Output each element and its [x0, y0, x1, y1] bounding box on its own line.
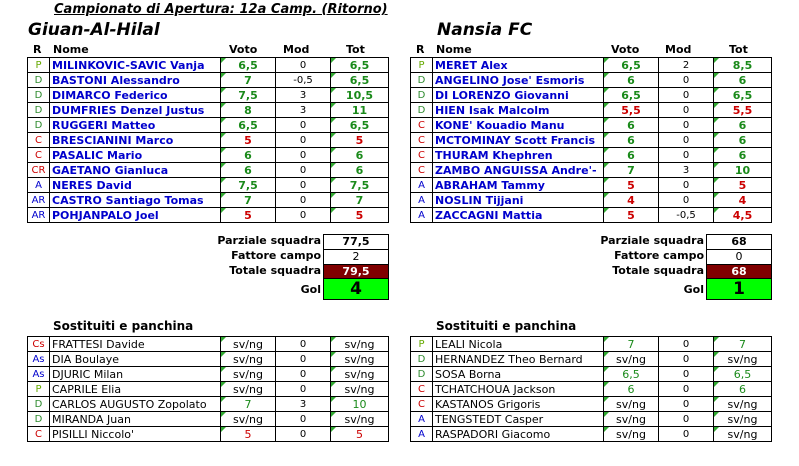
- tot-cell: 6,5: [331, 73, 389, 88]
- voto-cell: 6,5: [604, 88, 659, 103]
- player-row: [28, 178, 389, 193]
- away-header-voto: Voto: [611, 43, 640, 56]
- tot-cell: 7,5: [331, 178, 389, 193]
- mod-cell: 0: [659, 118, 714, 133]
- role-cell: D: [28, 73, 50, 88]
- player-name: FRATTESI Davide: [50, 337, 221, 352]
- player-name: NOSLIN Tijjani: [433, 193, 604, 208]
- voto-cell: sv/ng: [604, 352, 659, 367]
- player-row: [411, 133, 772, 148]
- away-players-table: [410, 57, 772, 223]
- voto-cell: 6,5: [221, 58, 276, 73]
- role-cell: C: [411, 163, 433, 178]
- role-cell: D: [28, 412, 50, 427]
- home-parziale-label: Parziale squadra: [217, 234, 321, 247]
- tot-cell: 6: [331, 163, 389, 178]
- role-cell: P: [28, 382, 50, 397]
- player-name: HIEN Isak Malcolm: [433, 103, 604, 118]
- tot-cell: 7: [714, 337, 772, 352]
- mod-cell: 0: [659, 382, 714, 397]
- mod-cell: 0: [276, 178, 331, 193]
- voto-cell: 6: [604, 133, 659, 148]
- voto-cell: 6: [604, 73, 659, 88]
- voto-cell: 6: [221, 148, 276, 163]
- mod-cell: 0: [276, 133, 331, 148]
- player-row: [411, 73, 772, 88]
- voto-cell: 5: [604, 178, 659, 193]
- mod-cell: 0: [659, 412, 714, 427]
- mod-cell: 0: [659, 367, 714, 382]
- mod-cell: 0: [659, 133, 714, 148]
- tot-cell: sv/ng: [714, 397, 772, 412]
- role-cell: As: [28, 367, 50, 382]
- voto-cell: sv/ng: [604, 427, 659, 442]
- role-cell: C: [28, 148, 50, 163]
- voto-cell: sv/ng: [221, 367, 276, 382]
- player-row: [28, 58, 389, 73]
- home-parziale-value: 77,5: [323, 234, 389, 250]
- mod-cell: -0,5: [276, 73, 331, 88]
- bench-row: [411, 412, 772, 427]
- voto-cell: 5: [221, 427, 276, 442]
- home-players-table: [27, 57, 389, 223]
- role-cell: A: [411, 427, 433, 442]
- home-gol-value: 4: [323, 278, 389, 300]
- bench-row: [28, 412, 389, 427]
- player-name: POHJANPALO Joel: [50, 208, 221, 223]
- role-cell: A: [411, 178, 433, 193]
- mod-cell: 0: [659, 427, 714, 442]
- bench-row: [28, 352, 389, 367]
- player-name: LEALI Nicola: [433, 337, 604, 352]
- role-cell: As: [28, 352, 50, 367]
- player-name: TENGSTEDT Casper: [433, 412, 604, 427]
- mod-cell: 2: [659, 58, 714, 73]
- player-name: CASTRO Santiago Tomas: [50, 193, 221, 208]
- tot-cell: 7: [331, 193, 389, 208]
- voto-cell: sv/ng: [604, 397, 659, 412]
- bench-row: [411, 337, 772, 352]
- home-gol-row: [27, 283, 321, 299]
- bench-row: [28, 367, 389, 382]
- mod-cell: 0: [276, 58, 331, 73]
- voto-cell: 6: [604, 118, 659, 133]
- player-row: [411, 178, 772, 193]
- tot-cell: sv/ng: [331, 382, 389, 397]
- player-name: RUGGERI Matteo: [50, 118, 221, 133]
- mod-cell: 0: [659, 397, 714, 412]
- role-cell: D: [411, 367, 433, 382]
- tot-cell: 6: [714, 118, 772, 133]
- player-name: DI LORENZO Giovanni: [433, 88, 604, 103]
- role-cell: D: [411, 352, 433, 367]
- mod-cell: 0: [276, 367, 331, 382]
- tot-cell: 6: [714, 382, 772, 397]
- away-bench-table: [410, 336, 772, 442]
- voto-cell: 7: [604, 337, 659, 352]
- mod-cell: 0: [659, 193, 714, 208]
- away-fattore-row: [410, 249, 704, 265]
- home-header-mod: Mod: [283, 43, 310, 56]
- player-name: PISILLI Niccolo': [50, 427, 221, 442]
- player-row: [411, 118, 772, 133]
- role-cell: A: [411, 412, 433, 427]
- tot-cell: 6: [714, 73, 772, 88]
- mod-cell: 0: [276, 163, 331, 178]
- tot-cell: sv/ng: [714, 427, 772, 442]
- player-name: DIMARCO Federico: [50, 88, 221, 103]
- mod-cell: 0: [276, 208, 331, 223]
- voto-cell: 6: [604, 382, 659, 397]
- voto-cell: 5: [604, 208, 659, 223]
- tot-cell: 11: [331, 103, 389, 118]
- player-row: [411, 193, 772, 208]
- role-cell: CR: [28, 163, 50, 178]
- role-cell: P: [411, 58, 433, 73]
- away-bench-title: Sostituiti e panchina: [436, 319, 577, 333]
- player-row: [28, 148, 389, 163]
- tot-cell: 6,5: [331, 58, 389, 73]
- voto-cell: 5: [221, 208, 276, 223]
- voto-cell: sv/ng: [221, 412, 276, 427]
- player-name: MILINKOVIC-SAVIC Vanja: [50, 58, 221, 73]
- away-fattore-value: 0: [706, 249, 772, 265]
- player-name: KASTANOS Grigoris: [433, 397, 604, 412]
- home-header-tot: Tot: [346, 43, 365, 56]
- home-fattore-label: Fattore campo: [231, 249, 321, 262]
- away-totale-value: 68: [706, 264, 772, 280]
- tot-cell: 6,5: [714, 367, 772, 382]
- home-totale-label: Totale squadra: [229, 264, 321, 277]
- tot-cell: 5: [714, 178, 772, 193]
- tot-cell: sv/ng: [331, 412, 389, 427]
- mod-cell: 0: [659, 103, 714, 118]
- player-row: [28, 208, 389, 223]
- role-cell: C: [28, 427, 50, 442]
- role-cell: A: [411, 193, 433, 208]
- away-header-mod: Mod: [665, 43, 692, 56]
- tot-cell: 4,5: [714, 208, 772, 223]
- away-header-tot: Tot: [729, 43, 748, 56]
- bench-row: [411, 427, 772, 442]
- mod-cell: 0: [276, 193, 331, 208]
- player-name: BASTONI Alessandro: [50, 73, 221, 88]
- mod-cell: 0: [276, 382, 331, 397]
- player-name: HERNANDEZ Theo Bernard: [433, 352, 604, 367]
- bench-row: [28, 382, 389, 397]
- voto-cell: 5: [221, 133, 276, 148]
- voto-cell: 7,5: [221, 88, 276, 103]
- mod-cell: 0: [276, 412, 331, 427]
- role-cell: D: [411, 73, 433, 88]
- role-cell: A: [28, 178, 50, 193]
- tot-cell: 5: [331, 133, 389, 148]
- home-gol-label: Gol: [300, 283, 321, 296]
- away-header-nome: Nome: [436, 43, 472, 56]
- player-name: MIRANDA Juan: [50, 412, 221, 427]
- home-parziale-row: [27, 234, 321, 250]
- bench-row: [411, 352, 772, 367]
- home-fattore-row: [27, 249, 321, 265]
- player-row: [28, 103, 389, 118]
- role-cell: D: [411, 103, 433, 118]
- role-cell: D: [28, 88, 50, 103]
- tot-cell: 6: [714, 133, 772, 148]
- voto-cell: 7,5: [221, 178, 276, 193]
- player-name: DUMFRIES Denzel Justus: [50, 103, 221, 118]
- role-cell: C: [411, 148, 433, 163]
- bench-row: [411, 397, 772, 412]
- away-gol-label: Gol: [683, 283, 704, 296]
- home-header-r: R: [33, 43, 42, 56]
- player-name: RASPADORI Giacomo: [433, 427, 604, 442]
- away-parziale-label: Parziale squadra: [600, 234, 704, 247]
- player-row: [28, 88, 389, 103]
- role-cell: C: [411, 382, 433, 397]
- player-row: [411, 103, 772, 118]
- player-row: [411, 88, 772, 103]
- player-row: [411, 208, 772, 223]
- mod-cell: 3: [659, 163, 714, 178]
- mod-cell: 3: [276, 397, 331, 412]
- voto-cell: 7: [604, 163, 659, 178]
- player-row: [28, 133, 389, 148]
- player-name: CAPRILE Elia: [50, 382, 221, 397]
- home-header-voto: Voto: [229, 43, 258, 56]
- home-header-nome: Nome: [53, 43, 89, 56]
- mod-cell: 3: [276, 88, 331, 103]
- player-name: PASALIC Mario: [50, 148, 221, 163]
- voto-cell: 6,5: [221, 118, 276, 133]
- mod-cell: 0: [276, 337, 331, 352]
- voto-cell: sv/ng: [604, 412, 659, 427]
- role-cell: AR: [28, 208, 50, 223]
- voto-cell: 7: [221, 193, 276, 208]
- home-team-name: Giuan-Al-Hilal: [28, 20, 160, 40]
- player-name: CARLOS AUGUSTO Zopolato: [50, 397, 221, 412]
- role-cell: C: [411, 397, 433, 412]
- voto-cell: 4: [604, 193, 659, 208]
- role-cell: P: [411, 337, 433, 352]
- player-name: KONE' Kouadio Manu: [433, 118, 604, 133]
- player-name: ZAMBO ANGUISSA Andre'-: [433, 163, 604, 178]
- player-name: NERES David: [50, 178, 221, 193]
- player-name: ZACCAGNI Mattia: [433, 208, 604, 223]
- player-row: [28, 73, 389, 88]
- voto-cell: 8: [221, 103, 276, 118]
- tot-cell: sv/ng: [331, 337, 389, 352]
- tot-cell: 5: [331, 208, 389, 223]
- tot-cell: sv/ng: [714, 352, 772, 367]
- mod-cell: 0: [276, 427, 331, 442]
- away-parziale-value: 68: [706, 234, 772, 250]
- role-cell: C: [411, 133, 433, 148]
- player-row: [411, 148, 772, 163]
- tot-cell: 6,5: [331, 118, 389, 133]
- role-cell: C: [28, 133, 50, 148]
- mod-cell: 0: [659, 88, 714, 103]
- role-cell: D: [28, 103, 50, 118]
- tot-cell: 10,5: [331, 88, 389, 103]
- player-row: [411, 58, 772, 73]
- player-row: [28, 193, 389, 208]
- tot-cell: sv/ng: [714, 412, 772, 427]
- voto-cell: sv/ng: [221, 352, 276, 367]
- voto-cell: 5,5: [604, 103, 659, 118]
- away-parziale-row: [410, 234, 704, 250]
- tot-cell: 5: [331, 427, 389, 442]
- voto-cell: sv/ng: [221, 382, 276, 397]
- home-bench-title: Sostituiti e panchina: [53, 319, 194, 333]
- player-name: ABRAHAM Tammy: [433, 178, 604, 193]
- voto-cell: 6: [604, 148, 659, 163]
- mod-cell: 0: [659, 178, 714, 193]
- away-gol-value: 1: [706, 278, 772, 300]
- bench-row: [28, 337, 389, 352]
- away-gol-row: [410, 283, 704, 299]
- player-name: DIA Boulaye: [50, 352, 221, 367]
- role-cell: D: [411, 88, 433, 103]
- away-totale-row: [410, 264, 704, 280]
- tot-cell: 6: [331, 148, 389, 163]
- bench-row: [28, 397, 389, 412]
- voto-cell: 6: [221, 163, 276, 178]
- tot-cell: 10: [714, 163, 772, 178]
- player-row: [411, 163, 772, 178]
- tot-cell: 5,5: [714, 103, 772, 118]
- mod-cell: 0: [659, 352, 714, 367]
- away-fattore-label: Fattore campo: [614, 249, 704, 262]
- player-row: [28, 118, 389, 133]
- tot-cell: sv/ng: [331, 352, 389, 367]
- player-name: THURAM Khephren: [433, 148, 604, 163]
- bench-row: [411, 367, 772, 382]
- bench-row: [411, 382, 772, 397]
- home-totale-row: [27, 264, 321, 280]
- voto-cell: sv/ng: [221, 337, 276, 352]
- player-name: TCHATCHOUA Jackson: [433, 382, 604, 397]
- role-cell: A: [411, 208, 433, 223]
- mod-cell: 0: [659, 337, 714, 352]
- mod-cell: 0: [276, 118, 331, 133]
- away-totale-label: Totale squadra: [612, 264, 704, 277]
- player-name: MERET Alex: [433, 58, 604, 73]
- page-title: Campionato di Apertura: 12a Camp. (Ritorno): [54, 2, 388, 17]
- tot-cell: 8,5: [714, 58, 772, 73]
- home-bench-table: [27, 336, 389, 442]
- role-cell: D: [28, 397, 50, 412]
- role-cell: AR: [28, 193, 50, 208]
- mod-cell: -0,5: [659, 208, 714, 223]
- mod-cell: 0: [276, 352, 331, 367]
- mod-cell: 0: [659, 148, 714, 163]
- tot-cell: 4: [714, 193, 772, 208]
- tot-cell: 6,5: [714, 88, 772, 103]
- voto-cell: 6,5: [604, 58, 659, 73]
- home-fattore-value: 2: [323, 249, 389, 265]
- role-cell: Cs: [28, 337, 50, 352]
- voto-cell: 7: [221, 73, 276, 88]
- away-team-name: Nansia FC: [437, 20, 533, 40]
- role-cell: C: [411, 118, 433, 133]
- home-totale-value: 79,5: [323, 264, 389, 280]
- tot-cell: sv/ng: [331, 367, 389, 382]
- player-row: [28, 163, 389, 178]
- role-cell: D: [28, 118, 50, 133]
- mod-cell: 0: [276, 148, 331, 163]
- voto-cell: 7: [221, 397, 276, 412]
- player-name: ANGELINO Jose' Esmoris: [433, 73, 604, 88]
- tot-cell: 6: [714, 148, 772, 163]
- away-header-r: R: [416, 43, 425, 56]
- player-name: SOSA Borna: [433, 367, 604, 382]
- mod-cell: 3: [276, 103, 331, 118]
- player-name: GAETANO Gianluca: [50, 163, 221, 178]
- bench-row: [28, 427, 389, 442]
- role-cell: P: [28, 58, 50, 73]
- tot-cell: 10: [331, 397, 389, 412]
- player-name: MCTOMINAY Scott Francis: [433, 133, 604, 148]
- player-name: BRESCIANINI Marco: [50, 133, 221, 148]
- voto-cell: 6,5: [604, 367, 659, 382]
- mod-cell: 0: [659, 73, 714, 88]
- player-name: DJURIC Milan: [50, 367, 221, 382]
